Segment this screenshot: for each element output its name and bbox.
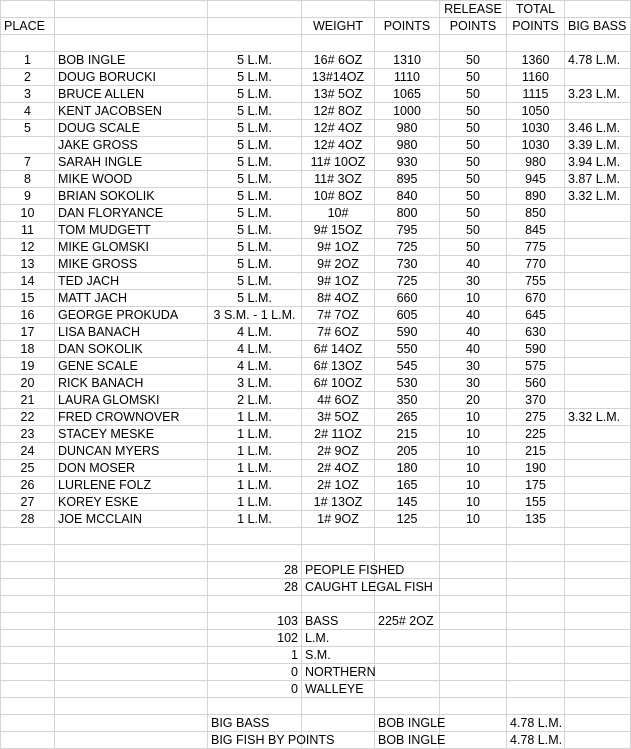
total-points-header: POINTS: [507, 18, 565, 35]
cell-place: 3: [1, 86, 55, 103]
cell-release: 10: [440, 290, 507, 307]
cell-big-bass: 3.23 L.M.: [565, 86, 631, 103]
cell-points: 1000: [375, 103, 440, 120]
cell-release: 10: [440, 426, 507, 443]
cell-fish: 1 L.M.: [208, 477, 302, 494]
cell-release: 50: [440, 120, 507, 137]
cell-weight: 13# 5OZ: [302, 86, 375, 103]
release-header: RELEASE: [440, 1, 507, 18]
cell-fish: 5 L.M.: [208, 86, 302, 103]
cell-weight: 2# 9OZ: [302, 443, 375, 460]
award-label: BIG FISH BY POINTS: [208, 732, 302, 749]
big-bass-header: BIG BASS: [565, 18, 631, 35]
cell-weight: 6# 10OZ: [302, 375, 375, 392]
cell-big-bass: [565, 239, 631, 256]
summary-row-bass: [1, 613, 631, 630]
cell-weight: 7# 7OZ: [302, 307, 375, 324]
cell-place: 8: [1, 171, 55, 188]
cell-place: 13: [1, 256, 55, 273]
cell-big-bass: [565, 460, 631, 477]
summary-label: NORTHERN: [302, 664, 375, 681]
cell-fish: 2 L.M.: [208, 392, 302, 409]
cell-points: 895: [375, 171, 440, 188]
cell-total: 1050: [507, 103, 565, 120]
table-row: [1, 273, 631, 290]
summary-weight: 225# 2OZ: [375, 613, 440, 630]
table-row: [1, 86, 631, 103]
cell-big-bass: [565, 205, 631, 222]
cell-name: BRIAN SOKOLIK: [55, 188, 208, 205]
cell-points: 1065: [375, 86, 440, 103]
cell-weight: 9# 1OZ: [302, 273, 375, 290]
cell-weight: 9# 15OZ: [302, 222, 375, 239]
cell-release: 10: [440, 494, 507, 511]
table-row: [1, 324, 631, 341]
summary-count: 1: [208, 647, 302, 664]
cell-big-bass: 3.32 L.M.: [565, 188, 631, 205]
table-row: [1, 256, 631, 273]
header-row-1: [1, 1, 631, 18]
cell-weight: 16# 6OZ: [302, 52, 375, 69]
cell-place: 17: [1, 324, 55, 341]
cell-name: DOUG BORUCKI: [55, 69, 208, 86]
weight-header: WEIGHT: [302, 18, 375, 35]
cell-name: DUNCAN MYERS: [55, 443, 208, 460]
cell-big-bass: [565, 392, 631, 409]
award-value: 4.78 L.M.: [507, 732, 565, 749]
cell-fish: 3 S.M. - 1 L.M.: [208, 307, 302, 324]
cell-place: 16: [1, 307, 55, 324]
cell-weight: 7# 6OZ: [302, 324, 375, 341]
cell-place: 7: [1, 154, 55, 171]
cell-points: 725: [375, 239, 440, 256]
cell-name: FRED CROWNOVER: [55, 409, 208, 426]
cell-release: 50: [440, 86, 507, 103]
cell-name: LISA BANACH: [55, 324, 208, 341]
table-row: [1, 120, 631, 137]
cell-total: 645: [507, 307, 565, 324]
cell-name: KOREY ESKE: [55, 494, 208, 511]
cell-name: DAN FLORYANCE: [55, 205, 208, 222]
cell-total: 980: [507, 154, 565, 171]
cell-place: 27: [1, 494, 55, 511]
award-value: 4.78 L.M.: [507, 715, 565, 732]
cell-fish: 4 L.M.: [208, 341, 302, 358]
cell-points: 980: [375, 120, 440, 137]
cell-release: 10: [440, 477, 507, 494]
cell-name: SARAH INGLE: [55, 154, 208, 171]
cell-big-bass: [565, 426, 631, 443]
summary-label: S.M.: [302, 647, 375, 664]
cell-big-bass: [565, 69, 631, 86]
cell-release: 40: [440, 341, 507, 358]
cell-place: [1, 137, 55, 154]
cell-name: BOB INGLE: [55, 52, 208, 69]
cell-place: 2: [1, 69, 55, 86]
table-row: [1, 375, 631, 392]
cell-weight: 9# 1OZ: [302, 239, 375, 256]
cell-fish: 1 L.M.: [208, 409, 302, 426]
cell-big-bass: [565, 307, 631, 324]
summary-count: 103: [208, 613, 302, 630]
award-label: BIG BASS: [208, 715, 302, 732]
cell-fish: 3 L.M.: [208, 375, 302, 392]
summary-label: WALLEYE: [302, 681, 375, 698]
table-row: [1, 358, 631, 375]
cell-weight: 6# 14OZ: [302, 341, 375, 358]
cell-fish: 4 L.M.: [208, 324, 302, 341]
cell-total: 845: [507, 222, 565, 239]
summary-count: 0: [208, 664, 302, 681]
summary-count: 102: [208, 630, 302, 647]
cell-points: 205: [375, 443, 440, 460]
cell-points: 590: [375, 324, 440, 341]
table-row: [1, 137, 631, 154]
cell-points: 660: [375, 290, 440, 307]
cell-total: 155: [507, 494, 565, 511]
cell-release: 50: [440, 52, 507, 69]
cell-name: TED JACH: [55, 273, 208, 290]
table-row: [1, 494, 631, 511]
award-winner: BOB INGLE: [375, 715, 440, 732]
table-row: [1, 222, 631, 239]
cell-big-bass: [565, 375, 631, 392]
table-row: [1, 307, 631, 324]
total-header: TOTAL: [507, 1, 565, 18]
cell-fish: 5 L.M.: [208, 290, 302, 307]
cell-total: 275: [507, 409, 565, 426]
cell-release: 50: [440, 239, 507, 256]
cell-points: 125: [375, 511, 440, 528]
cell-name: TOM MUDGETT: [55, 222, 208, 239]
cell-name: JAKE GROSS: [55, 137, 208, 154]
summary-label: CAUGHT LEGAL FISH: [302, 579, 375, 596]
cell-place: 23: [1, 426, 55, 443]
summary-label: PEOPLE FISHED: [302, 562, 375, 579]
cell-points: 930: [375, 154, 440, 171]
spacer-row: [1, 35, 631, 52]
cell-big-bass: [565, 443, 631, 460]
cell-fish: 5 L.M.: [208, 137, 302, 154]
cell-fish: 1 L.M.: [208, 426, 302, 443]
cell-weight: 9# 2OZ: [302, 256, 375, 273]
spacer-row: [1, 698, 631, 715]
cell-release: 10: [440, 443, 507, 460]
cell-points: 980: [375, 137, 440, 154]
cell-total: 670: [507, 290, 565, 307]
cell-name: LURLENE FOLZ: [55, 477, 208, 494]
table-row: [1, 477, 631, 494]
award-winner: BOB INGLE: [375, 732, 440, 749]
summary-count: 28: [208, 562, 302, 579]
summary-row-northern: [1, 664, 631, 681]
spacer-row: [1, 545, 631, 562]
cell-fish: 5 L.M.: [208, 69, 302, 86]
cell-release: 50: [440, 171, 507, 188]
cell-points: 1310: [375, 52, 440, 69]
cell-total: 850: [507, 205, 565, 222]
cell-big-bass: [565, 341, 631, 358]
cell-place: 4: [1, 103, 55, 120]
table-row: [1, 392, 631, 409]
cell-name: KENT JACOBSEN: [55, 103, 208, 120]
cell-total: 215: [507, 443, 565, 460]
cell-points: 795: [375, 222, 440, 239]
cell-place: 18: [1, 341, 55, 358]
cell-weight: 12# 8OZ: [302, 103, 375, 120]
cell-weight: 11# 10OZ: [302, 154, 375, 171]
cell-place: 22: [1, 409, 55, 426]
table-row: [1, 171, 631, 188]
cell-fish: 5 L.M.: [208, 103, 302, 120]
cell-release: 50: [440, 103, 507, 120]
cell-big-bass: 4.78 L.M.: [565, 52, 631, 69]
spacer-row: [1, 596, 631, 613]
header-row-2: [1, 18, 631, 35]
cell-weight: 10#: [302, 205, 375, 222]
table-row: [1, 409, 631, 426]
cell-name: MIKE WOOD: [55, 171, 208, 188]
points-header: POINTS: [375, 18, 440, 35]
cell-weight: 6# 13OZ: [302, 358, 375, 375]
cell-weight: 1# 13OZ: [302, 494, 375, 511]
cell-release: 50: [440, 69, 507, 86]
cell-weight: 4# 6OZ: [302, 392, 375, 409]
cell-name: GENE SCALE: [55, 358, 208, 375]
cell-fish: 5 L.M.: [208, 239, 302, 256]
cell-name: STACEY MESKE: [55, 426, 208, 443]
cell-total: 175: [507, 477, 565, 494]
cell-weight: 2# 1OZ: [302, 477, 375, 494]
cell-place: 9: [1, 188, 55, 205]
cell-weight: 3# 5OZ: [302, 409, 375, 426]
cell-weight: 12# 4OZ: [302, 120, 375, 137]
summary-row-walleye: [1, 681, 631, 698]
table-row: [1, 188, 631, 205]
table-row: [1, 426, 631, 443]
cell-place: 28: [1, 511, 55, 528]
cell-fish: 1 L.M.: [208, 511, 302, 528]
cell-total: 575: [507, 358, 565, 375]
cell-name: MIKE GLOMSKI: [55, 239, 208, 256]
cell-total: 225: [507, 426, 565, 443]
cell-points: 1110: [375, 69, 440, 86]
table-row: [1, 460, 631, 477]
cell-weight: 1# 9OZ: [302, 511, 375, 528]
cell-release: 30: [440, 273, 507, 290]
place-header: PLACE: [1, 18, 55, 35]
cell-name: JOE MCCLAIN: [55, 511, 208, 528]
summary-row-people-fished: [1, 562, 631, 579]
cell-release: 20: [440, 392, 507, 409]
cell-total: 890: [507, 188, 565, 205]
cell-weight: 13#14OZ: [302, 69, 375, 86]
cell-big-bass: [565, 290, 631, 307]
cell-weight: 12# 4OZ: [302, 137, 375, 154]
table-row: [1, 511, 631, 528]
cell-fish: 5 L.M.: [208, 52, 302, 69]
cell-place: 19: [1, 358, 55, 375]
cell-total: 590: [507, 341, 565, 358]
cell-release: 50: [440, 205, 507, 222]
cell-release: 50: [440, 188, 507, 205]
cell-total: 190: [507, 460, 565, 477]
cell-place: 5: [1, 120, 55, 137]
cell-place: 26: [1, 477, 55, 494]
cell-total: 560: [507, 375, 565, 392]
cell-fish: 5 L.M.: [208, 188, 302, 205]
summary-count: 0: [208, 681, 302, 698]
cell-big-bass: 3.32 L.M.: [565, 409, 631, 426]
cell-total: 1030: [507, 120, 565, 137]
cell-fish: 5 L.M.: [208, 256, 302, 273]
cell-place: 25: [1, 460, 55, 477]
cell-fish: 5 L.M.: [208, 273, 302, 290]
cell-fish: 5 L.M.: [208, 222, 302, 239]
cell-big-bass: [565, 494, 631, 511]
cell-fish: 5 L.M.: [208, 120, 302, 137]
cell-weight: 8# 4OZ: [302, 290, 375, 307]
award-row: [1, 715, 631, 732]
cell-release: 10: [440, 409, 507, 426]
cell-big-bass: 3.46 L.M.: [565, 120, 631, 137]
cell-points: 350: [375, 392, 440, 409]
cell-points: 265: [375, 409, 440, 426]
cell-points: 215: [375, 426, 440, 443]
cell-total: 755: [507, 273, 565, 290]
summary-label: BASS: [302, 613, 375, 630]
cell-total: 775: [507, 239, 565, 256]
cell-name: DAN SOKOLIK: [55, 341, 208, 358]
summary-row-caught-legal: [1, 579, 631, 596]
cell-points: 800: [375, 205, 440, 222]
cell-big-bass: [565, 273, 631, 290]
cell-points: 550: [375, 341, 440, 358]
cell-fish: 4 L.M.: [208, 358, 302, 375]
cell-big-bass: 3.94 L.M.: [565, 154, 631, 171]
cell-total: 630: [507, 324, 565, 341]
cell-total: 770: [507, 256, 565, 273]
cell-total: 1030: [507, 137, 565, 154]
summary-count: 28: [208, 579, 302, 596]
summary-row-lm: [1, 630, 631, 647]
cell-points: 530: [375, 375, 440, 392]
cell-name: MIKE GROSS: [55, 256, 208, 273]
cell-points: 165: [375, 477, 440, 494]
cell-big-bass: [565, 324, 631, 341]
cell-release: 30: [440, 358, 507, 375]
award-row: [1, 732, 631, 749]
cell-total: 370: [507, 392, 565, 409]
cell-name: RICK BANACH: [55, 375, 208, 392]
table-row: [1, 239, 631, 256]
cell-weight: 2# 4OZ: [302, 460, 375, 477]
cell-place: 1: [1, 52, 55, 69]
cell-release: 50: [440, 154, 507, 171]
cell-name: MATT JACH: [55, 290, 208, 307]
cell-place: 11: [1, 222, 55, 239]
cell-total: 1160: [507, 69, 565, 86]
spacer-row: [1, 528, 631, 545]
cell-release: 10: [440, 460, 507, 477]
cell-name: DON MOSER: [55, 460, 208, 477]
cell-name: DOUG SCALE: [55, 120, 208, 137]
cell-fish: 1 L.M.: [208, 443, 302, 460]
cell-place: 12: [1, 239, 55, 256]
cell-fish: 5 L.M.: [208, 154, 302, 171]
cell-fish: 5 L.M.: [208, 205, 302, 222]
cell-total: 1360: [507, 52, 565, 69]
cell-big-bass: [565, 511, 631, 528]
cell-points: 840: [375, 188, 440, 205]
cell-release: 40: [440, 307, 507, 324]
cell-place: 21: [1, 392, 55, 409]
cell-points: 605: [375, 307, 440, 324]
cell-big-bass: [565, 477, 631, 494]
summary-row-sm: [1, 647, 631, 664]
table-row: [1, 205, 631, 222]
cell-total: 135: [507, 511, 565, 528]
cell-place: 14: [1, 273, 55, 290]
table-row: [1, 69, 631, 86]
cell-release: 30: [440, 375, 507, 392]
table-row: [1, 52, 631, 69]
table-row: [1, 341, 631, 358]
cell-big-bass: 3.87 L.M.: [565, 171, 631, 188]
release-points-header: POINTS: [440, 18, 507, 35]
cell-big-bass: [565, 222, 631, 239]
cell-name: GEORGE PROKUDA: [55, 307, 208, 324]
cell-release: 40: [440, 324, 507, 341]
cell-big-bass: [565, 103, 631, 120]
cell-release: 50: [440, 222, 507, 239]
cell-points: 145: [375, 494, 440, 511]
summary-label: L.M.: [302, 630, 375, 647]
cell-big-bass: 3.39 L.M.: [565, 137, 631, 154]
cell-name: LAURA GLOMSKI: [55, 392, 208, 409]
table-row: [1, 290, 631, 307]
cell-weight: 11# 3OZ: [302, 171, 375, 188]
cell-place: 20: [1, 375, 55, 392]
cell-weight: 10# 8OZ: [302, 188, 375, 205]
cell-big-bass: [565, 358, 631, 375]
cell-points: 545: [375, 358, 440, 375]
cell-name: BRUCE ALLEN: [55, 86, 208, 103]
table-row: [1, 154, 631, 171]
cell-release: 40: [440, 256, 507, 273]
table-row: [1, 443, 631, 460]
cell-release: 50: [440, 137, 507, 154]
cell-big-bass: [565, 256, 631, 273]
cell-fish: 5 L.M.: [208, 171, 302, 188]
cell-place: 10: [1, 205, 55, 222]
cell-total: 1115: [507, 86, 565, 103]
cell-total: 945: [507, 171, 565, 188]
cell-points: 180: [375, 460, 440, 477]
table-row: [1, 103, 631, 120]
cell-fish: 1 L.M.: [208, 494, 302, 511]
cell-points: 725: [375, 273, 440, 290]
cell-place: 24: [1, 443, 55, 460]
cell-place: 15: [1, 290, 55, 307]
cell-release: 10: [440, 511, 507, 528]
cell-fish: 1 L.M.: [208, 460, 302, 477]
cell-points: 730: [375, 256, 440, 273]
cell-weight: 2# 11OZ: [302, 426, 375, 443]
